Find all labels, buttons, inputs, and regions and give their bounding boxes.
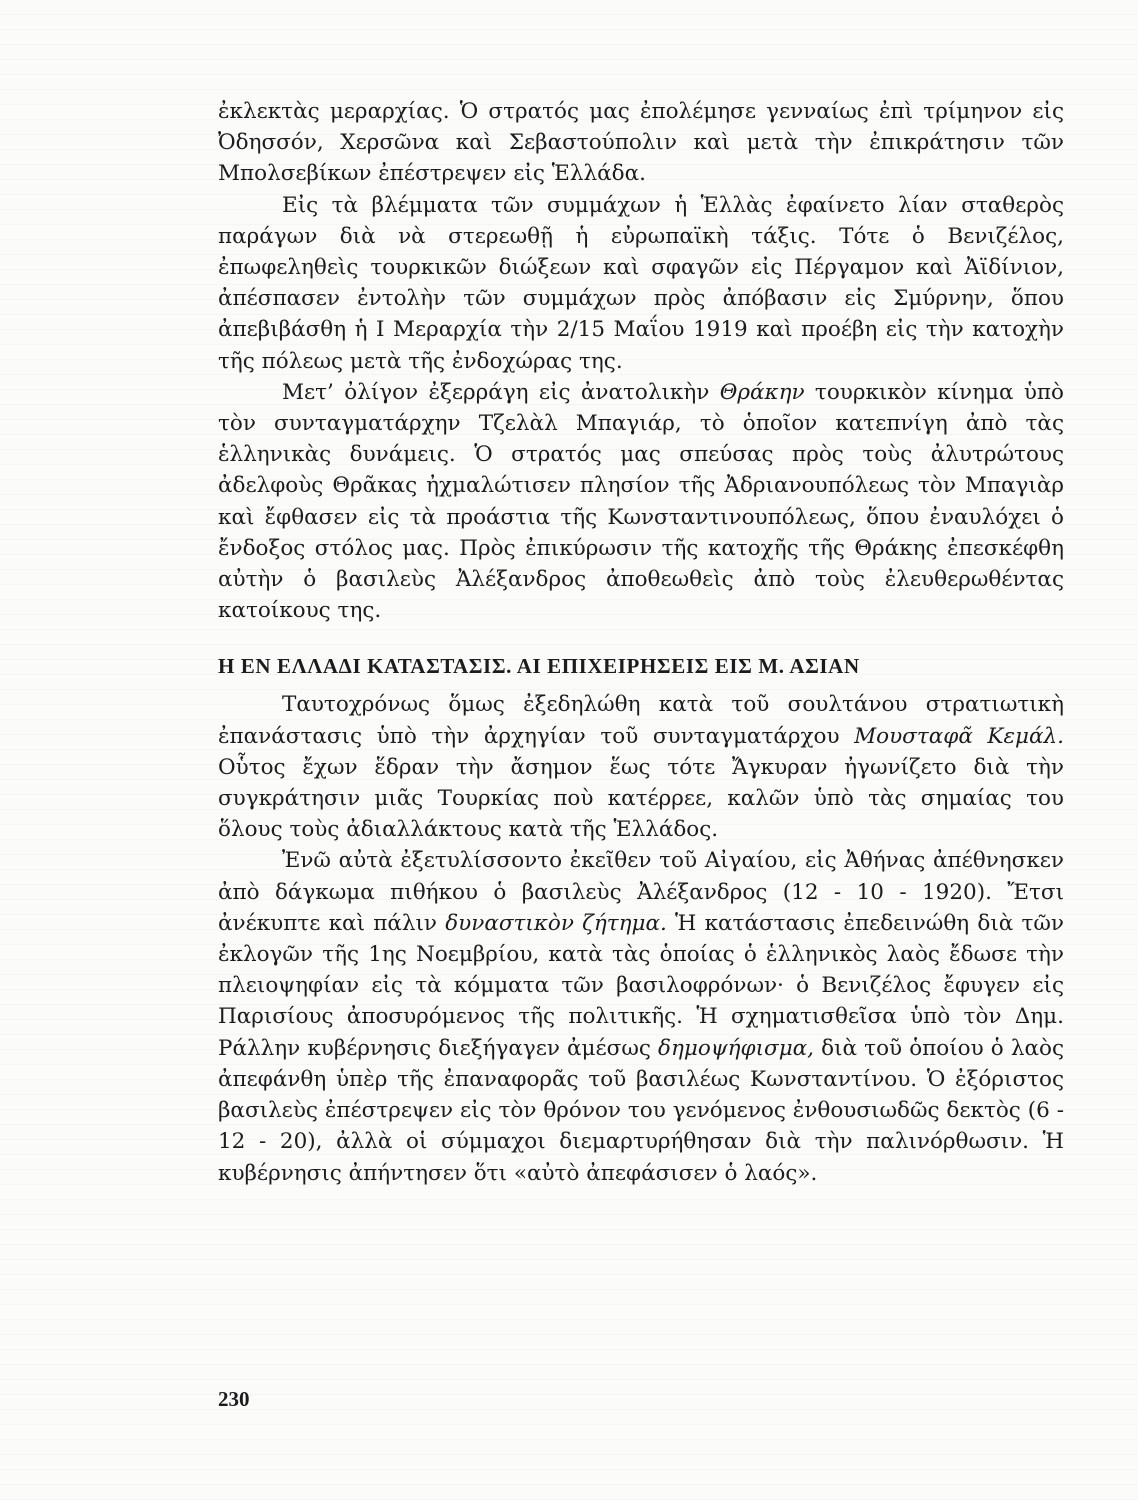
text-run: Ἡ κατάστασις ἐπεδεινώθη διὰ τῶν ἐκλογῶν τῆς 1ης Νοεμβρίου, κατὰ τὰς ὁποίας ὁ ἑλληνικὸς λαὸς ἔδωσε τὴν πλειοψηφίαν εἰς τὰ κόμματα τῶν βασιλοφρόνων· ὁ Βενιζέλος ἔφυγεν εἰς Παρισίους ἀποσυρόμενος τῆς πολιτικῆς. Ἡ σχηματισθεῖσα ὑπὸ τὸν Δημ. Ράλλην κυβέρνησις διεξήγαγεν ἀμέσως [218,910,1065,1061]
text-run: Ταυτοχρόνως ὅμως ἐξεδηλώθη κατὰ τοῦ σουλτάνου στρατιωτικὴ ἐπανάστασις ὑπὸ τὴν ἀρχηγίαν τοῦ συνταγματάρχου [218,692,1064,749]
text-after-heading [218,689,1064,1188]
paragraph-p5 [218,845,1064,1188]
italic-run: Θράκην [719,379,805,405]
paragraph-p4 [218,689,1064,845]
text-run: Οὗτος ἔχων ἕδραν τὴν ἄσημον ἕως τότε Ἄγκυραν ἠγωνίζετο διὰ τὴν συγκράτησιν μιᾶς Τουρκίας ποὺ κατέρρεε, καλῶν ὑπὸ τὰς σημαίας του ὅλους τοὺς ἀδιαλλάκτους κατὰ τῆς Ἑλλάδος. [218,754,1064,843]
text-run: ἐκλεκτὰς μεραρχίας. Ὁ στρατός μας ἐπολέμησε γενναίως ἐπὶ τρίμηνον εἰς Ὀδησσόν, Χερσῶνα καὶ Σεβαστούπολιν καὶ μετὰ τὴν ἐπικράτησιν τῶν Μπολσεβίκων ἐπέστρεψεν εἰς Ἑλλάδα. [218,99,1064,187]
text-run: διὰ τοῦ ὁποίου ὁ λαὸς ἀπεφάνθη ὑπὲρ τῆς ἐπαναφορᾶς τοῦ βασιλέως Κωνσταντίνου. Ὁ ἐξόριστος βασιλεὺς ἐπέστρεψεν εἰς τὸν θρόνον του γενόμενος ἐνθουσιωδῶς δεκτὸς (6 - 12 - 20), ἀλλὰ οἱ σύμμαχοι διεμαρτυρήθησαν διὰ τὴν παλινόρθωσιν. Ἡ κυβέρνησις ἀπήντησεν ὅτι «αὐτὸ ἀπεφάσισεν ὁ λαός». [218,1035,1064,1186]
paragraph-p3 [218,377,1064,627]
document-page [218,96,1064,1189]
paragraph-p2 [218,190,1064,377]
paragraph-p1 [218,96,1064,190]
italic-run: δημοψήφισμα, [658,1035,815,1061]
text-run: τουρκικὸν κίνημα ὑπὸ τὸν συνταγματάρχην Τζελὰλ Μπαγιάρ, τὸ ὁποῖον κατεπνίγη ἀπὸ τὰς ἑλληνικὰς δυνάμεις. Ὁ στρατός μας σπεύσας πρὸς τοὺς ἀλυτρώτους ἀδελφοὺς Θρᾶκας ἠχμαλώτισεν πλησίον τῆς Ἀδριανουπόλεως τὸν Μπαγιὰρ καὶ ἔφθασεν εἰς τὰ προάστια τῆς Κωνσταντινουπόλεως, ὅπου ἐναυλόχει ὁ ἔνδοξος στόλος μας. Πρὸς ἐπικύρωσιν τῆς κατοχῆς τῆς Θράκης ἐπεσκέφθη αὐτὴν ὁ βασιλεὺς Ἀλέξανδρος ἀποθεωθεὶς ἀπὸ τοὺς ἐλευθερωθέντας κατοίκους της. [218,379,1065,624]
text-run: Μετ’ ὀλίγον ἐξερράγη εἰς ἀνατολικὴν [282,379,720,405]
text-run: Ἐνῶ αὐτὰ ἐξετυλίσσοντο ἐκεῖθεν τοῦ Αἰγαίου, εἰς Ἀθήνας ἀπέθνησκεν ἀπὸ δάγκωμα πιθήκου ὁ βασιλεὺς Ἀλέξανδρος (12 - 10 - 1920). Ἔτσι ἀνέκυπτε καὶ πάλιν [218,848,1064,936]
section-heading: Η ΕΝ ΕΛΛΑΔΙ ΚΑΤΑΣΤΑΣΙΣ. ΑΙ ΕΠΙΧΕΙΡΗΣΕΙΣ ΕΙΣ Μ. ΑΣΙΑΝ [218,654,860,679]
page-number: 230 [218,1387,250,1411]
italic-run: δυναστικὸν ζήτημα. [445,910,667,936]
text-run: Εἰς τὰ βλέμματα τῶν συμμάχων ἡ Ἑλλὰς ἐφαίνετο λίαν σταθερὸς παράγων διὰ νὰ στερεωθῇ ἡ εὐρωπαϊκὴ τάξις. Τότε ὁ Βενιζέλος, ἐπωφεληθεὶς τουρκικῶν διώξεων καὶ σφαγῶν εἰς Πέργαμον καὶ Ἀϊδίνιον, ἀπέσπασεν ἐντολὴν τῶν συμμάχων πρὸς ἀπόβασιν εἰς Σμύρνην, ὅπου ἀπεβιβάσθη ἡ Ι Μεραρχία τὴν 2/15 Μαΐου 1919 καὶ προέβη εἰς τὴν κατοχὴν τῆς πόλεως μετὰ τῆς ἐνδοχώρας της. [218,192,1064,374]
text-before-heading [218,96,1064,626]
italic-run: Μουσταφᾶ Κεμάλ. [854,723,1064,749]
